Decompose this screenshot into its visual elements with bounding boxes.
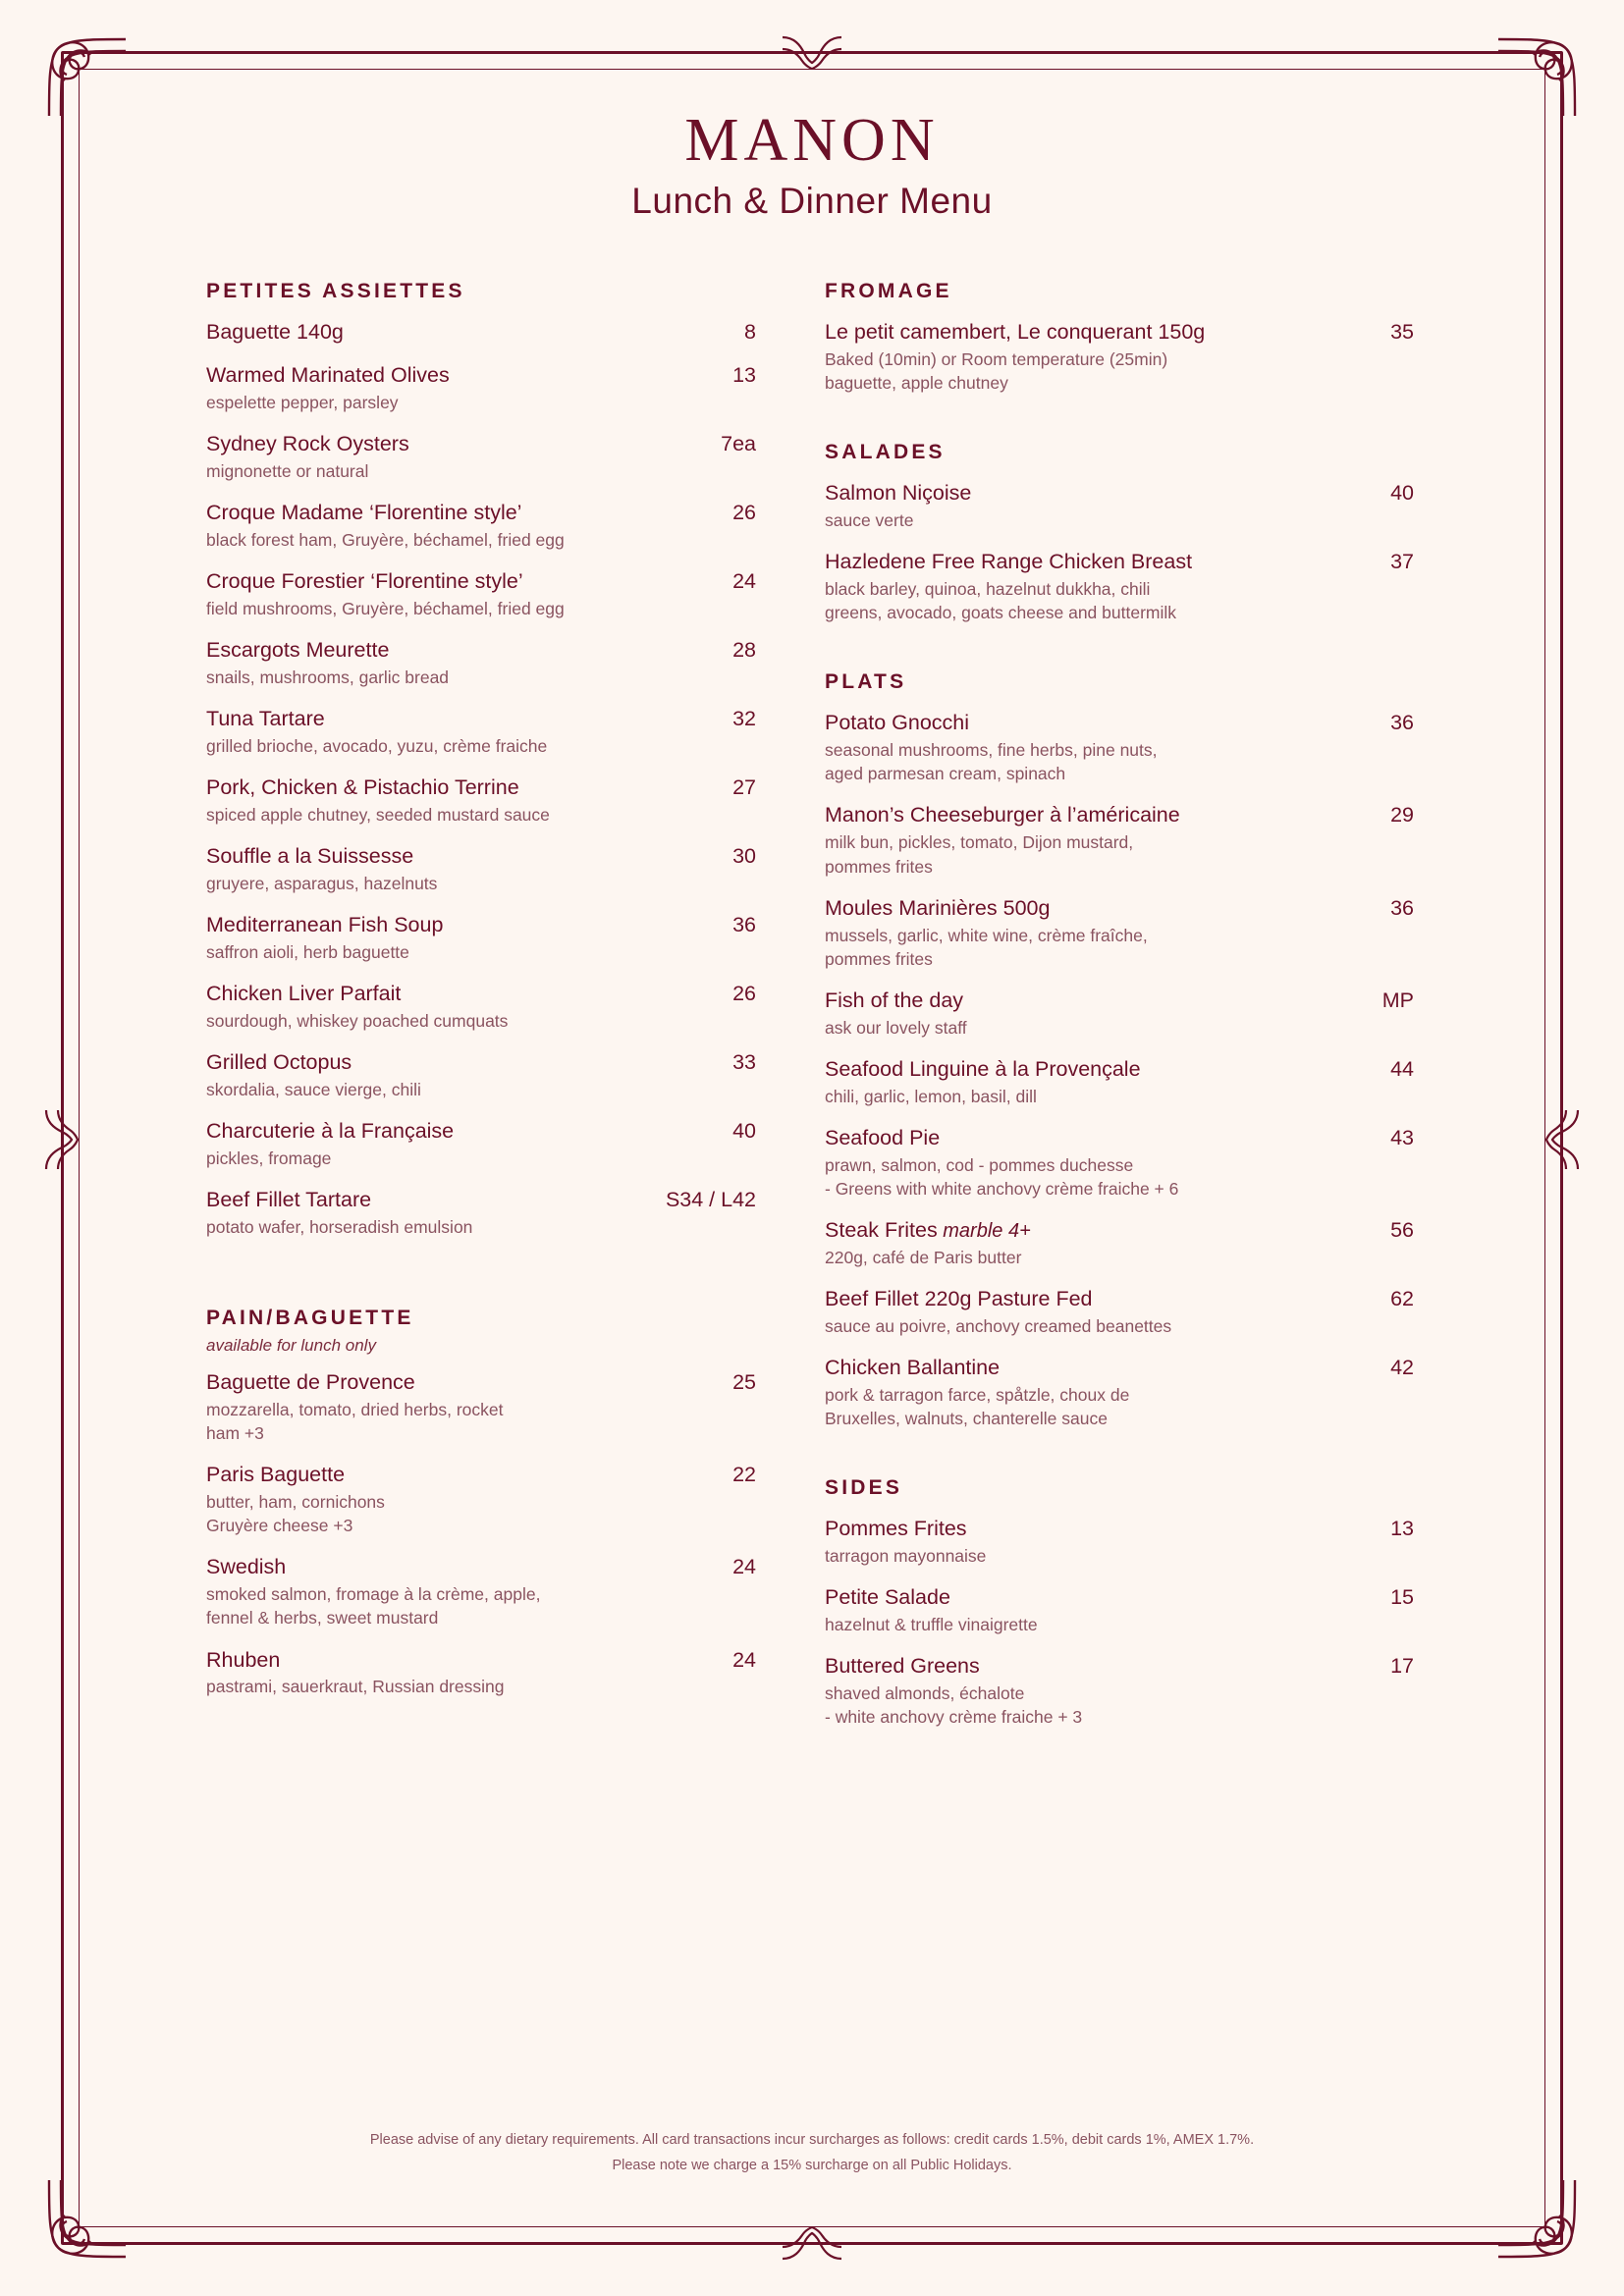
menu-item-price: 26 — [732, 982, 756, 1006]
menu-item-name: Croque Madame ‘Florentine style’ — [206, 500, 522, 524]
menu-item-description: mussels, garlic, white wine, crème fraîche, pommes frites — [825, 925, 1148, 969]
menu-item-name: Moules Marinières 500g — [825, 895, 1051, 920]
menu-item-description: skordalia, sauce vierge, chili — [206, 1079, 421, 1099]
menu-item-row — [206, 1049, 756, 1076]
menu-item-price: 37 — [1390, 550, 1414, 574]
menu-item-row — [825, 988, 1414, 1014]
menu-item-price: 44 — [1390, 1056, 1414, 1081]
menu-item — [825, 480, 1414, 532]
section-fromage — [825, 280, 1414, 395]
menu-item — [206, 1118, 756, 1170]
right-column — [825, 280, 1414, 1745]
menu-item-name: Sydney Rock Oysters — [206, 431, 409, 455]
menu-item-description: seasonal mushrooms, fine herbs, pine nuts, aged parmesan cream, spinach — [825, 740, 1158, 784]
menu-item-name: Escargots Meurette — [206, 637, 390, 662]
menu-item-price: 26 — [732, 500, 756, 524]
menu-item-name: Warmed Marinated Olives — [206, 362, 450, 387]
section-title: PLATS — [825, 670, 907, 694]
menu-item-price: 30 — [732, 843, 756, 868]
menu-item-row — [206, 1647, 756, 1674]
menu-item-description: prawn, salmon, cod - pommes duchesse - Greens with white anchovy crème fraiche + 6 — [825, 1154, 1179, 1199]
menu-item-price: 22 — [732, 1463, 756, 1487]
menu-item-description: pastrami, sauerkraut, Russian dressing — [206, 1677, 505, 1697]
menu-item-description: milk bun, pickles, tomato, Dijon mustard, pommes frites — [825, 832, 1134, 877]
menu-item-row — [206, 843, 756, 870]
menu-header — [0, 107, 1624, 222]
menu-item-row — [206, 500, 756, 526]
menu-item-description: saffron aioli, herb baguette — [206, 941, 409, 962]
section-items — [206, 1369, 756, 1698]
menu-item — [206, 637, 756, 689]
border-ornament-icon — [783, 2223, 841, 2265]
menu-item-name: Seafood Linguine à la Provençale — [825, 1056, 1141, 1081]
menu-item-price: S34 / L42 — [665, 1188, 756, 1212]
section-items — [825, 1516, 1414, 1729]
menu-item-row — [825, 1217, 1414, 1244]
section-title: PETITES ASSIETTES — [206, 280, 465, 302]
menu-item-row — [206, 706, 756, 732]
menu-item-name: Rhuben — [206, 1647, 281, 1672]
menu-item — [825, 1653, 1414, 1729]
menu-item — [825, 1286, 1414, 1338]
menu-item — [825, 988, 1414, 1040]
menu-item-price: 7ea — [721, 431, 756, 455]
menu-item — [206, 431, 756, 483]
section-pain-baguette — [206, 1307, 756, 1698]
menu-item-description: field mushrooms, Gruyère, béchamel, fried egg — [206, 598, 565, 618]
menu-item-row — [825, 1653, 1414, 1680]
menu-item-price: 56 — [1390, 1217, 1414, 1242]
menu-item-price: 27 — [732, 774, 756, 799]
menu-item-description: grilled brioche, avocado, yuzu, crème fraiche — [206, 735, 548, 756]
menu-item-description: potato wafer, horseradish emulsion — [206, 1216, 473, 1237]
menu-item-name: Baguette 140g — [206, 320, 344, 344]
section-petites-assiettes — [206, 280, 756, 1239]
menu-item-name: Beef Fillet Tartare — [206, 1188, 372, 1212]
menu-item-price: 42 — [1390, 1356, 1414, 1380]
menu-item-description: sauce verte — [825, 510, 914, 531]
menu-item-price: 13 — [1390, 1517, 1414, 1541]
menu-item — [825, 1584, 1414, 1636]
menu-item-price: 35 — [1390, 320, 1414, 344]
menu-item-name: Buttered Greens — [825, 1654, 980, 1679]
menu-item-price: 28 — [732, 637, 756, 662]
menu-body — [206, 280, 1477, 1745]
menu-item-description: 220g, café de Paris butter — [825, 1247, 1022, 1267]
menu-item — [825, 549, 1414, 624]
corner-flourish-icon — [45, 2178, 128, 2261]
section-sides — [825, 1476, 1414, 1729]
menu-item-name: Pommes Frites — [825, 1517, 967, 1541]
menu-item — [825, 1056, 1414, 1108]
menu-item-price: 40 — [732, 1119, 756, 1144]
menu-item-name: Paris Baguette — [206, 1463, 346, 1487]
section-plats — [825, 670, 1414, 1430]
menu-item-price: 29 — [1390, 803, 1414, 828]
menu-item-price: 17 — [1390, 1654, 1414, 1679]
menu-item-name: Baguette de Provence — [206, 1370, 415, 1395]
menu-item-price: 24 — [732, 1647, 756, 1672]
menu-item-description: ask our lovely staff — [825, 1017, 967, 1038]
menu-item-description: hazelnut & truffle vinaigrette — [825, 1615, 1038, 1635]
menu-item-description: pork & tarragon farce, spåtzle, choux de Bruxelles, walnuts, chanterelle sauce — [825, 1385, 1130, 1429]
menu-item-row — [825, 1286, 1414, 1312]
menu-item-row — [206, 319, 756, 346]
menu-item — [206, 1554, 756, 1629]
menu-item-row — [825, 710, 1414, 736]
menu-item — [206, 1647, 756, 1699]
menu-item-description: gruyere, asparagus, hazelnuts — [206, 873, 438, 893]
menu-item-description: chili, garlic, lemon, basil, dill — [825, 1086, 1037, 1106]
menu-item-price: 40 — [1390, 481, 1414, 506]
menu-item-row — [825, 480, 1414, 507]
menu-item — [206, 706, 756, 758]
menu-item-row — [206, 1118, 756, 1145]
menu-item-description: mozzarella, tomato, dried herbs, rocket ham +3 — [206, 1399, 504, 1444]
menu-item-price: 13 — [732, 362, 756, 387]
menu-item-description: espelette pepper, parsley — [206, 392, 399, 412]
menu-item — [206, 981, 756, 1033]
menu-item-name: Petite Salade — [825, 1585, 950, 1610]
menu-item-row — [206, 362, 756, 389]
menu-item-row — [206, 637, 756, 664]
menu-item — [825, 1516, 1414, 1568]
menu-item-row — [825, 1584, 1414, 1611]
menu-item-name: Pork, Chicken & Pistachio Terrine — [206, 774, 519, 799]
menu-item — [825, 1125, 1414, 1201]
menu-item-price: 24 — [732, 1555, 756, 1579]
menu-item-name: Croque Forestier ‘Florentine style’ — [206, 568, 523, 593]
menu-item-name: Grilled Octopus — [206, 1050, 352, 1075]
menu-item — [206, 500, 756, 552]
menu-item-description: snails, mushrooms, garlic bread — [206, 667, 450, 687]
menu-item-price: 43 — [1390, 1125, 1414, 1149]
menu-item-price: 24 — [732, 568, 756, 593]
section-title: PAIN/BAGUETTE — [206, 1307, 414, 1330]
menu-item-description: shaved almonds, échalote - white anchovy crème fraiche + 3 — [825, 1683, 1083, 1728]
menu-item-row — [206, 981, 756, 1007]
menu-item-row — [206, 912, 756, 938]
menu-item-name: Souffle a la Suissesse — [206, 843, 414, 868]
section-items — [825, 319, 1414, 395]
menu-item-price: 32 — [732, 706, 756, 730]
menu-item-price: 36 — [1390, 895, 1414, 920]
menu-item-description: black barley, quinoa, hazelnut dukkha, chili greens, avocado, goats cheese and buttermilk — [825, 579, 1176, 623]
menu-item-row — [825, 319, 1414, 346]
menu-item-price: 8 — [744, 320, 756, 344]
menu-item-name: Hazledene Free Range Chicken Breast — [825, 550, 1193, 574]
menu-item-description: mignonette or natural — [206, 460, 369, 481]
menu-item-name: Le petit camembert, Le conquerant 150g — [825, 320, 1206, 344]
section-title: FROMAGE — [825, 280, 952, 302]
menu-item-row — [206, 431, 756, 457]
menu-item-name: Manon’s Cheeseburger à l’américaine — [825, 803, 1180, 828]
menu-item-row — [825, 1516, 1414, 1542]
menu-item-row — [825, 549, 1414, 575]
menu-item — [825, 1355, 1414, 1430]
menu-item-name: Chicken Ballantine — [825, 1356, 1001, 1380]
menu-item-row — [825, 1056, 1414, 1083]
menu-item-price: 62 — [1390, 1287, 1414, 1311]
menu-item-name: Salmon Niçoise — [825, 481, 972, 506]
menu-item-description: tarragon mayonnaise — [825, 1546, 987, 1567]
menu-item-name: Mediterranean Fish Soup — [206, 913, 444, 936]
menu-item-description: black forest ham, Gruyère, béchamel, fried egg — [206, 529, 565, 550]
left-column — [206, 280, 756, 1745]
menu-item-name-qualifier: marble 4+ — [937, 1219, 1031, 1242]
menu-item-row — [825, 1125, 1414, 1151]
menu-item-price: 33 — [732, 1050, 756, 1075]
menu-item — [206, 774, 756, 827]
menu-item — [825, 710, 1414, 785]
menu-item-row — [825, 895, 1414, 922]
menu-item — [206, 1049, 756, 1101]
menu-item-name: Chicken Liver Parfait — [206, 982, 402, 1006]
menu-item-price: 36 — [1390, 711, 1414, 735]
menu-item-price: 25 — [732, 1370, 756, 1395]
menu-item — [206, 1462, 756, 1537]
menu-item — [206, 362, 756, 414]
menu-item-row — [206, 568, 756, 595]
menu-item-description: butter, ham, cornichons Gruyère cheese +3 — [206, 1492, 385, 1536]
menu-item-row — [206, 1554, 756, 1580]
menu-item — [206, 1369, 756, 1445]
menu-item-name: Potato Gnocchi — [825, 711, 970, 735]
menu-item-row — [206, 1462, 756, 1488]
menu-item-row — [825, 1355, 1414, 1381]
menu-item — [206, 843, 756, 895]
menu-item-description: Baked (10min) or Room temperature (25min) baguette, apple chutney — [825, 348, 1168, 394]
menu-item — [206, 912, 756, 964]
menu-item-name: Fish of the day — [825, 988, 964, 1012]
section-items — [825, 480, 1414, 624]
corner-flourish-icon — [1496, 35, 1579, 118]
border-ornament-icon — [40, 1110, 81, 1169]
menu-item-description: spiced apple chutney, seeded mustard sauce — [206, 804, 550, 825]
section-note: available for lunch only — [206, 1336, 376, 1356]
menu-item-description: sauce au poivre, anchovy creamed beanettes — [825, 1316, 1172, 1336]
menu-item-description: sourdough, whiskey poached cumquats — [206, 1010, 509, 1031]
corner-flourish-icon — [1496, 2178, 1579, 2261]
menu-item-description: smoked salmon, fromage à la crème, apple, fennel & herbs, sweet mustard — [206, 1584, 541, 1629]
section-title: SALADES — [825, 441, 946, 464]
menu-item — [825, 319, 1414, 395]
menu-item-name: Steak Frites marble 4+ — [825, 1217, 1031, 1242]
menu-item-row — [206, 1187, 756, 1213]
section-items — [825, 710, 1414, 1430]
menu-item-name: Charcuterie à la Française — [206, 1119, 455, 1144]
menu-item — [825, 895, 1414, 971]
menu-item-price: 36 — [732, 913, 756, 936]
border-ornament-icon — [783, 31, 841, 73]
menu-item — [206, 319, 756, 346]
border-ornament-icon — [1543, 1110, 1584, 1169]
menu-item-name: Seafood Pie — [825, 1125, 941, 1149]
section-items — [206, 319, 756, 1239]
menu-item-name: Beef Fillet 220g Pasture Fed — [825, 1287, 1093, 1311]
menu-item — [825, 1217, 1414, 1269]
menu-item-name: Swedish — [206, 1555, 287, 1579]
menu-item — [206, 1187, 756, 1239]
menu-subtitle: Lunch & Dinner Menu — [631, 181, 993, 221]
corner-flourish-icon — [45, 35, 128, 118]
menu-item-row — [206, 774, 756, 801]
footer-line-1: Please advise of any dietary requirements. All card transactions incur surcharges as follows: credit cards 1.5%, debit cards 1%, AMEX 1.7%. — [369, 2131, 1255, 2148]
footer-notes — [0, 2127, 1624, 2178]
menu-item-price: 15 — [1390, 1585, 1414, 1610]
menu-item-row — [825, 802, 1414, 828]
menu-item — [206, 568, 756, 620]
menu-item-price: MP — [1381, 988, 1414, 1012]
section-salades — [825, 441, 1414, 624]
menu-item-name: Tuna Tartare — [206, 706, 325, 730]
menu-item-description: pickles, fromage — [206, 1148, 332, 1168]
menu-item-row — [206, 1369, 756, 1396]
menu-item — [825, 802, 1414, 878]
footer-line-2: Please note we charge a 15% surcharge on all Public Holidays. — [612, 2157, 1012, 2173]
restaurant-name: MANON — [684, 107, 940, 174]
section-title: SIDES — [825, 1476, 903, 1500]
